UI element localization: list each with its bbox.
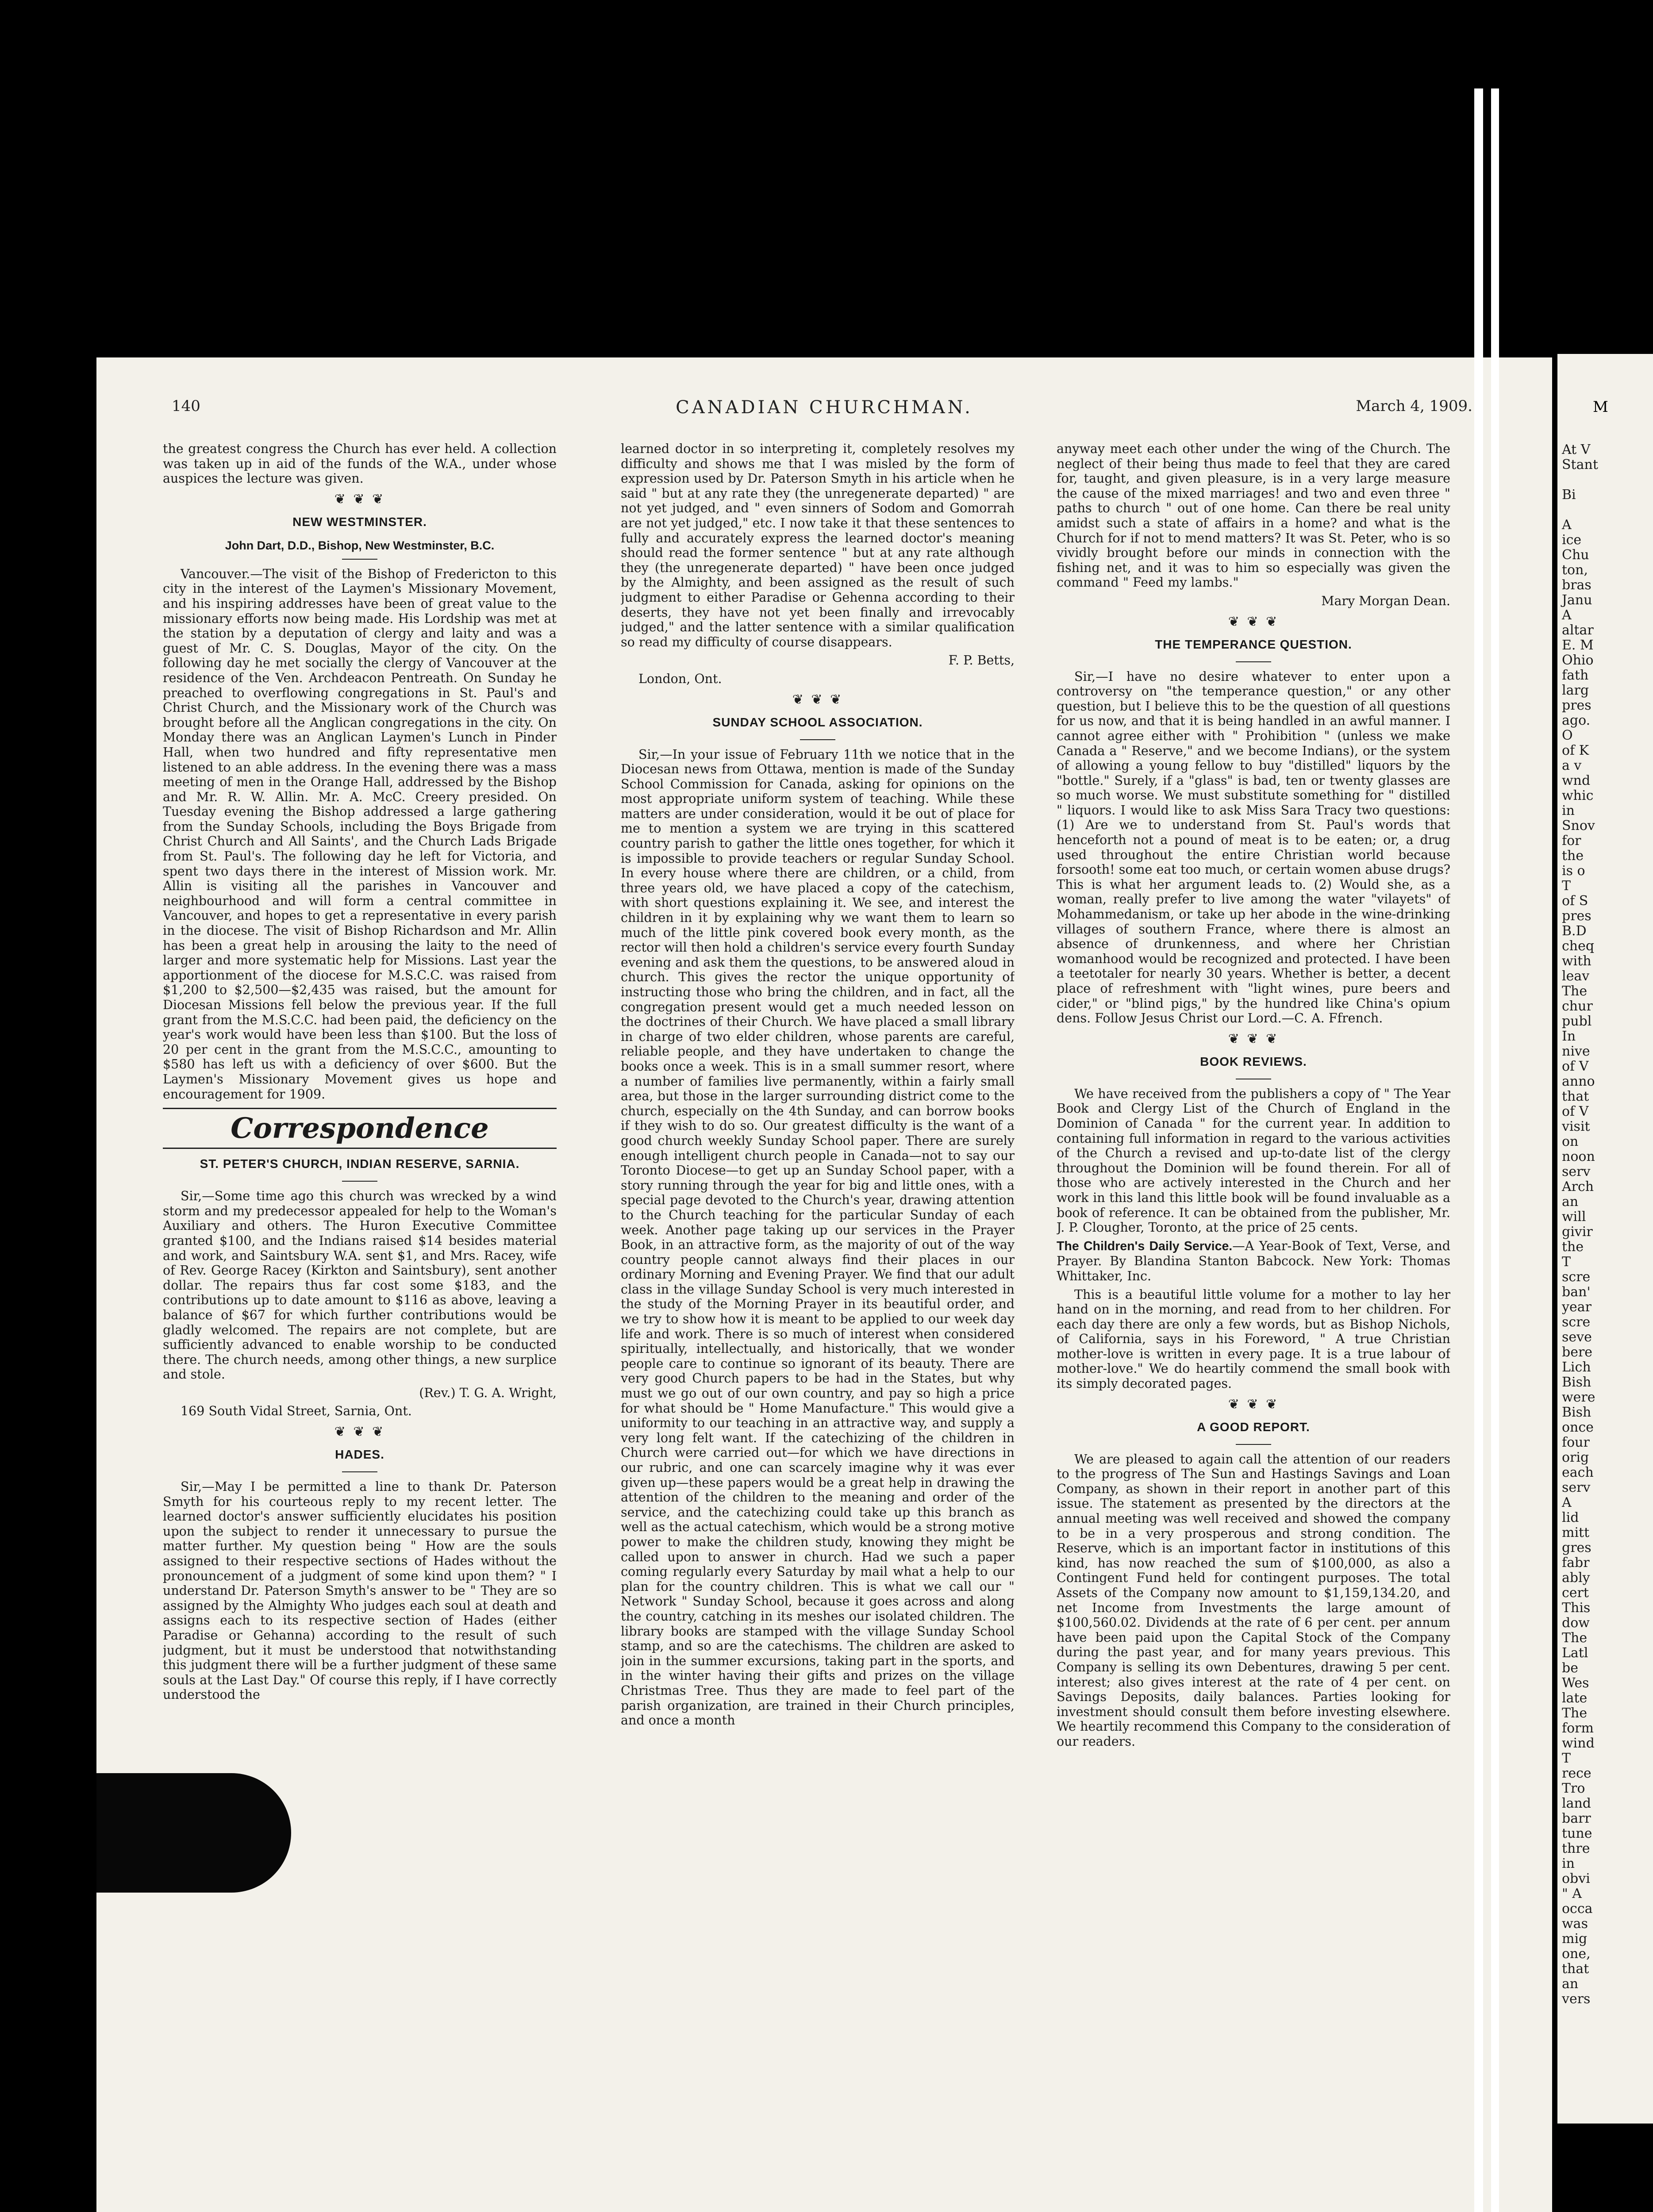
westminster-subheading: John Dart, D.D., Bishop, New Westminster, B.C. xyxy=(225,538,495,552)
hades-heading: HADES. xyxy=(335,1448,384,1462)
review-book-title: The Children's Daily Service. xyxy=(1057,1239,1233,1253)
column-3 xyxy=(1057,442,1450,2212)
ssa-heading: SUNDAY SCHOOL ASSOCIATION. xyxy=(712,715,923,729)
divider xyxy=(342,1471,377,1472)
adjacent-page-text: At V Stant Bi A ice Chu ton, bras Janu A altar E. M Ohio fath larg pres ago. O of K a v wnd whic in Snov for the is o T of S pres B.D cheq with leav The chur publ In nive of V anno that of V visit on noon serv Arch an will givir the T scre ban' year scre seve bere Lich Bish were Bish once four orig each serv A lid mitt gres fabr ably cert This dow The Latl be Wes late The form wind T rece Tro land barr tune thre in obvi " A occa was mig one, that an vers xyxy=(1562,442,1598,2007)
adjacent-page-header: M xyxy=(1593,398,1608,416)
masthead-title: CANADIAN CHURCHMAN. xyxy=(676,397,973,418)
section-ornament: ❦ ❦ ❦ xyxy=(334,491,385,507)
page-header xyxy=(96,397,1552,428)
scan-bar xyxy=(1491,88,1499,2212)
temperance-heading: THE TEMPERANCE QUESTION. xyxy=(1155,637,1352,651)
divider xyxy=(342,559,377,560)
westminster-heading: NEW WESTMINSTER. xyxy=(292,515,427,529)
ssa-continuation: anyway meet each other under the wing of the Church. The neglect of their being thus made to feel that they are cared for, taught, and given pleasure, is in a very large measure the cause of the mixed marriages! and two and even three " paths to church " out of one home. Can there be real unity amidst such a state of affairs in a home? and what is the Church for if not to mend matters? It was St. Peter, who is so vividly brought before our minds in connection with the fishing net, and it was to him so especially was given the command " Feed my lambs." xyxy=(1057,442,1450,590)
hades-signature: F. P. Betts, xyxy=(948,653,1015,668)
continuation-text: the greatest congress the Church has ever held. A collection was taken up in aid of the funds of the W.A., under whose auspices the lecture was given. xyxy=(163,442,557,486)
reviews-body-2 xyxy=(1057,1239,1450,1284)
section-ornament: ❦ ❦ ❦ xyxy=(1228,1031,1279,1047)
ssa-body: Sir,—In your issue of February 11th we notice that in the Diocesan news from Ottawa, mention is made of the Sunday School Commission for Canada, asking for opinions on the most appropriate uniform system of teaching. While these matters are under consideration, would it be out of place for me to mention a system we are trying in this scattered country parish to gather the little ones together, for which it is impossible to provide teachers or regular Sunday School. In every house where there are children, or a child, from three years old, we have placed a copy of the catechism, with short questions explaining it. We see, and interest the children in it by explaining why we want them to learn so much of the little pink covered book every month, as the rector will then hold a children's service every fourth Sunday evening and ask them the questions, to be answered aloud in church. This gives the rector the unique opportunity of instructing those who bring the children, and in fact, all the congregation present would get a much needed lesson on the doctrines of their Church. We have placed a small library in charge of two elder children, whose parents are careful, reliable people, and they have undertaken to change the books once a week. This is in a small summer resort, where a number of families live permanently, within a fairly small area, but those in the larger surrounding district come to the church, especially on the 4th Sunday, and can borrow books if they wish to do so. Our greatest difficulty is the want of a good church weekly Sunday School paper. There are surely enough intelligent church people in Canada—not to say our Toronto Diocese—to get up an Sunday School paper, with a story running through the year for big and little ones, with a special page devoted to the Church's year, drawing attention to the Church teaching for the particular Sunday of each week. Another page taking up our services in the Prayer Book, in an attractive form, as the majority of out of the way country people cannot always find their places in our ordinary Morning and Evening Prayer. We find that our adult class in the village Sunday School is very much interested in the study of the Morning Prayer in its beautiful order, and we try to show how it is meant to be applied to our week day life and work. There is so much of interest when considered spiritually, intellectually, and historically, that we wonder people care to continue so ignorant of its beauty. There are very good Church papers to be had in the States, but why must we go out of our own country, and pay so high a price for what should be " Home Manufacture." This would give a uniformity to our teaching in an attractive way, and supply a very long felt want. If the catechizing of the children in Church were carried out—for which we have directions in our rubric, and one can scarcely imagine why it was ever given up—these papers would be a great help in drawing the attention of the children to the meaning and order of the service, and the catechizing could take up this branch as well as the actual catechism, which would be a strong motive power to make the children study, knowing they might be called upon to answer in church. Had we such a paper coming regularly every Saturday by mail what a help to our plan for the country children. This is what we call our " Network " Sunday School, because it goes across and along the country, catching in its meshes our isolated children. The library books are stamped with the village Sunday School stamp, and so are the catechisms. The children are asked to join in the summer excursions, taking part in the sports, and in the winter having their gifts and prizes on the village Christmas Tree. Thus they are made to feel part of the parish organization, are trained in their Church principles, and once a month xyxy=(621,747,1015,1728)
reviews-body-3: This is a beautiful little volume for a mother to lay her hand on in the morning, and read from to her children. For each day there are only a few words, but as Bishop Nichols, of California, says in his Foreword, " A true Christian mother-love is written in every page. It is a true labour of mother-love." We do heartily commend the small book with its simply decorated pages. xyxy=(1057,1287,1450,1391)
page-number: 140 xyxy=(172,397,200,415)
ssa-signature: Mary Morgan Dean. xyxy=(1321,593,1450,608)
divider xyxy=(1236,661,1271,662)
st-peters-body: Sir,—Some time ago this church was wrecked by a wind storm and my predecessor appealed for help to the Woman's Auxiliary and others. The Huron Executive Committee granted $100, and the Indians raised $14 besides material and work, and Saintsbury W.A. sent $1, and Mrs. Racey, wife of Rev. George Racey (Kirkton and Saintsbury), sent another dollar. The repairs thus far cost some $183, and the contributions up to date amount to $116 as above, leaving a balance of $67 for which further contributions would be gladly welcomed. The repairs are not complete, but are sufficiently advanced to enable worship to be conducted there. The church needs, among other things, a new surplice and stole. xyxy=(163,1189,557,1382)
newspaper-page xyxy=(96,357,1552,2212)
section-ornament: ❦ ❦ ❦ xyxy=(792,691,843,707)
section-ornament: ❦ ❦ ❦ xyxy=(334,1424,385,1440)
temperance-body: Sir,—I have no desire whatever to enter upon a controversy on "the temperance question," or any other question, but I believe this to be the question of all questions for us now, and that it is being handled in an awful manner. I cannot agree either with " Prohibition " (unless we make Canada a " Reserve," and we become Indians), or the system of allowing a young fellow to buy "distilled" liquors by the "bottle." Surely, if a "glass" is bad, ten or twenty glasses are so much worse. We must substitute something for " distilled " liquors. I would like to ask Miss Sara Tracy two questions: (1) Are we to understand from St. Paul's words that henceforth not a pound of meat is to be eaten; or, a drug used throughout the entire Christian world because forsooth! some eat too much, or certain women abuse drugs? This is what her argument leads to. (2) Would she, as a woman, really prefer to live among the water "vilayets" of Mohammedanism, or take up her abode in the wine-drinking villages of southern France, where there is almost an absence of drunkenness, and where her Christian womanhood would be recognized and protected. I have been a teetotaler for nearly 30 years. Whether is better, a decent place of refreshment with "light wines, pure beers and cider," or "blind pigs," by the hundred like China's opium dens. Follow Jesus Christ our Lord.—C. A. Ffrench. xyxy=(1057,669,1450,1026)
review-book-details: —A Year-Book of Text, Verse, and Prayer. By Blandina Stanton Babcock. New York: Thomas Whittaker, Inc. xyxy=(1057,1238,1450,1283)
st-peters-signature: (Rev.) T. G. A. Wright, xyxy=(419,1385,557,1400)
divider xyxy=(800,739,835,740)
reviews-heading: BOOK REVIEWS. xyxy=(1200,1054,1307,1068)
column-2 xyxy=(621,442,1015,2212)
section-ornament: ❦ ❦ ❦ xyxy=(1228,614,1279,630)
column-1 xyxy=(163,442,557,2212)
hades-continuation: learned doctor in so interpreting it, completely resolves my difficulty and shows me that I was misled by the form of expression used by Dr. Paterson Smyth in his article when he said " but at any rate they (the unregenerate departed) " are not yet judged, and " even sinners of Sodom and Gomorrah are not yet judged," etc. I now take it that these sentences to fully and accurately express the learned doctor's meaning should read the former sentence " but at any rate although they (the unregenerate departed) " have been once judged by the Almighty, and been assigned as the result of such judgment to either Paradise or Gehenna according to their deserts, they have not yet been finally and irrevocably judged," and the latter sentence with a similar qualification so read my difficulty of course disappears. xyxy=(621,442,1015,649)
hades-location: London, Ont. xyxy=(638,671,722,686)
reviews-body-1: We have received from the publishers a copy of " The Year Book and Clergy List of the Church of England in the Dominion of Canada " for the current year. In addition to containing full information in regard to the various activities of the Church a revised and up-to-date list of the clergy throughout the Dominion will be found therein. For all of those who are actively interested in the Church and her work in this land this little book will be found invaluable as a book of reference. It can be obtained from the publisher, Mr. J. P. Clougher, Toronto, at the price of 25 cents. xyxy=(1057,1086,1450,1235)
scan-bar xyxy=(1474,88,1483,2212)
st-peters-address: 169 South Vidal Street, Sarnia, Ont. xyxy=(181,1404,412,1419)
adjacent-page-fragment xyxy=(1557,354,1653,2124)
hades-body: Sir,—May I be permitted a line to thank Dr. Paterson Smyth for his courteous reply to my recent letter. The learned doctor's answer sufficiently elucidates his position upon the subject to render it unnecessary to pursue the matter further. My question being " How are the souls assigned to their respective sections of Hades without the pronouncement of a judgment of some kind upon them? " I understand Dr. Paterson Smyth's answer to be " They are so assigned by the Almighty Who judges each soul at death and assigns each to its respective section of Hades (either Paradise or Gehanna) according to the result of such judgment, but it must be understood that notwithstanding this judgment there will be a further judgment of these same souls at the Last Day." Of course this reply, if I have correctly understood the xyxy=(163,1479,557,1702)
section-ornament: ❦ ❦ ❦ xyxy=(1228,1396,1279,1412)
report-body: We are pleased to again call the attention of our readers to the progress of The Sun and Hastings Savings and Loan Company, as shown in their report in another part of this issue. The statement as presented by the directors at the annual meeting was well received and showed the company to be in a very prosperous and strong condition. The Reserve, which is an important factor in institutions of this kind, has now reached the sum of $100,000, as also a Contingent Fund held for contingent purposes. The total Assets of the Company now amount to $1,159,134.20, and net Income from Investments the large amount of $100,560.02. Dividends at the rate of 6 per cent. per annum have been paid upon the Capital Stock of the Company during the past year, and for many years previous. This Company is selling its own Debentures, drawing 5 per cent. interest; also gives interest at the rate of 4 per cent. on Savings Deposits, daily balances. Parties looking for investment should consult them before investing elsewhere. We heartily recommend this Company to the consideration of our readers. xyxy=(1057,1452,1450,1749)
divider xyxy=(1236,1444,1271,1445)
st-peters-heading: ST. PETER'S CHURCH, INDIAN RESERVE, SARNIA. xyxy=(200,1157,520,1171)
correspondence-banner: Correspondence xyxy=(163,1108,557,1149)
westminster-body: Vancouver.—The visit of the Bishop of Fredericton to this city in the interest of the Laymen's Missionary Movement, and his inspiring addresses have been of great value to the missionary efforts now being made. His Lordship was met at the station by a deputation of clergy and laity and was a guest of Mr. C. S. Douglas, Mayor of the city. On the following day he met socially the clergy of Vancouver at the residence of the Ven. Archdeacon Pentreath. On Sunday he preached to overflowing congregations in St. Paul's and Christ Church, and the Missionary work of the Church was brought before all the Anglican congregations in the city. On Monday there was an Anglican Laymen's Lunch in Pinder Hall, when two hundred and fifty representative men listened to an able address. In the evening there was a mass meeting of men in the Orange Hall, addressed by the Bishop and Mr. R. W. Allin. Mr. A. McC. Creery presided. On Tuesday evening the Bishop addressed a large gathering from the Sunday Schools, including the Boys Brigade from Christ Church and All Saints', and the Church Lads Brigade from St. Paul's. The following day he left for Victoria, and spent two days there in the interest of Mission work. Mr. Allin is visiting all the parishes in Vancouver and neighbourhood and will form a central committee in Vancouver, and hopes to get a representative in every parish in the diocese. The visit of Bishop Richardson and Mr. Allin has been a great help in arousing the laity to the need of larger and more systematic help for Missions. Last year the apportionment of the diocese for M.S.C.C. was raised from $1,200 to $2,500—$2,435 was raised, but the amount for Diocesan Missions fell below the previous year. If the full grant from the M.S.C.C. had been paid, the deficiency on the year's work would have been less than $100. But the loss of 20 per cent in the grant from the M.S.C.C., amounting to $580 has left us with a deficiency of over $600. But the Laymen's Missionary Movement gives us hope and encouragement for 1909. xyxy=(163,566,557,1102)
report-heading: A GOOD REPORT. xyxy=(1197,1420,1310,1434)
divider xyxy=(342,1181,377,1182)
thumb-shadow xyxy=(96,1773,291,1893)
issue-date: March 4, 1909. xyxy=(1356,397,1472,415)
